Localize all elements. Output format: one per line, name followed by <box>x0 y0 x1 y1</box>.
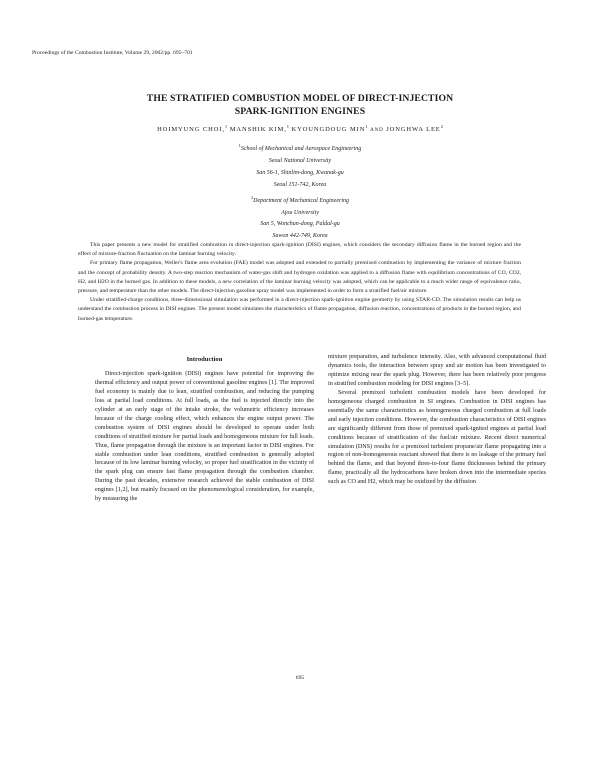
abstract <box>78 241 521 324</box>
body-paragraph: Several premixed turbulent combustion models have been developed for homogeneous charged combustion in SI engines. Combustion in DISI engines has essentially the same characteristics as homogeneous charged combustion at full loads and early injection conditions. However, the combustion characteristics of DISI engines are significantly different from those of premixed spark-ignited engines at partial load conditions because of stratification of the fuel/air mixture. Recent direct numerical simulation (DNS) results for a premixed turbulent propane/air flame propagating into a region of non-homogeneous reactant showed that there is no leakage of the primary fuel behind the flame, and that beyond three-to-four flame thicknesses behind the primary flame, practically all the hydrocarbons have broken down into the intermediate species such as CO and H2, which may be oxidized by the diffusion <box>328 389 546 486</box>
affiliation-line: Ajou University <box>281 209 319 216</box>
author-affiliation-mark: 1 <box>286 124 289 129</box>
title-line-2: SPARK-IGNITION ENGINES <box>234 106 366 117</box>
author-list <box>60 124 540 133</box>
affiliation-line: Seoul 151-742, Korea <box>273 181 327 188</box>
author-affiliation-mark: 2 <box>440 124 443 129</box>
affiliation-line: San 5, Wonchun-dong, Paldal-gu <box>260 221 340 228</box>
author-affiliation-mark: 1 <box>365 124 368 129</box>
affiliation-line: San 56-1, Shinlim-dong, Kwanak-gu <box>256 169 344 176</box>
affiliation-line: Seoul National University <box>268 157 332 164</box>
author-name: HOIMYUNG CHOI, <box>157 126 225 134</box>
body-column-right <box>328 353 546 487</box>
body-column-left <box>95 353 314 504</box>
affiliation-line: $^2$Department of Mechanical Engineering <box>251 194 349 204</box>
affiliation-mark: 1 <box>238 143 241 148</box>
affiliation-line: Suwon 442-749, Korea <box>272 233 328 240</box>
body-paragraph-continued: mixture preparation, and turbulence intensity. Also, with advanced computational fluid dynamics tools, the interaction between spray and air motion has been investigated to optimize mixing near the spark plug. However, there has been relatively poor progress in stratified combustion modeling for DISI engines [3–5]. <box>328 354 546 387</box>
abstract-paragraph: This paper presents a new model for stratified combustion in direct-injection spark-ignition (DISI) engines, which considers the secondary diffusion flame in the burned region and the effect of mixture-fraction fluctuation on the laminar burning velocity. <box>78 242 521 258</box>
abstract-paragraph: Under stratified-charge conditions, three-dimensional simulation was performed in a direct-injection spark-ignition engine geometry by using STAR-CD. The simulation results can help us understand the combustion process in DISI engines. The present model simulates the characteristics of flame propagation, diffusion reaction, concentrations of products in the burned region, and burned-gas temperature. <box>78 297 521 322</box>
title-line-1: THE STRATIFIED COMBUSTION MODEL OF DIRECT-INJECTION <box>146 93 454 104</box>
author-name: JONGHWA LEE <box>386 126 441 134</box>
author-conjunction: AND <box>370 128 384 134</box>
author-name: KYOUNGDOUG MIN <box>291 126 366 134</box>
affiliation-mark: 2 <box>251 194 254 200</box>
author-name: MANSHIK KIM, <box>229 126 287 134</box>
paper-title <box>60 92 540 118</box>
section-heading-introduction: Introduction <box>186 356 223 363</box>
abstract-paragraph: For primary flame propagation, Weller's flame area evolution (FAE) model was adopted and extended to partially premixed combustion by implementing the variance of mixture fraction and the concept of probability density. A two-step reaction mechanism of water-gas shift and hydrogen oxidation was applied to a diffusion flame with equilibrium concentrations of CO, CO2, H2, and H2O in the burned gas. In addition to these models, a new correlation of the laminar burning velocity was adopted, which can be applicable to a much wider range of equivalence ratio, pressure, and temperature than the other models. The direct-injection gasoline spray model was implemented in order to form a stratified fuel/air mixture. <box>78 260 521 295</box>
affiliations <box>60 140 540 243</box>
journal-header: Proceedings of the Combustion Institute, Volume 29, 2002/pp. 695–701 <box>32 50 193 56</box>
page-number: 695 <box>295 675 305 681</box>
author-affiliation-mark: 1 <box>224 124 228 129</box>
affiliation-line: $^1$School of Mechanical and Aerospace Engineering <box>238 143 362 152</box>
body-paragraph: Direct-injection spark-ignition (DISI) engines have potential for improving the thermal efficiency and output power of conventional gasoline engines [1]. The improved fuel economy is mainly due to lean, stratified combustion, and reducing the pumping loss at partial load conditions. At full loads, as the fuel is injected directly into the cylinder at an early stage of the intake stroke, the volumetric efficiency increases because of the charge cooling effect, which enhances the engine output power. The combustion system of DISI engines should be developed to operate under both conditions of stratified mixture for partial loads and homogeneous mixture for full loads. Thus, flame propagation through the mixture is an important factor in DISI engines. For stable combustion under lean conditions, stratified combustion is generally adopted because of its low laminar burning velocity, so proper fuel stratification in the vicinity of the spark plug can ensure fast flame propagation through the combustion chamber. During the past decades, extensive research achieved the stable combustion of DISI engines [1,2], but mainly focused on the phenomenological consideration, for example, by measuring the <box>95 370 314 503</box>
